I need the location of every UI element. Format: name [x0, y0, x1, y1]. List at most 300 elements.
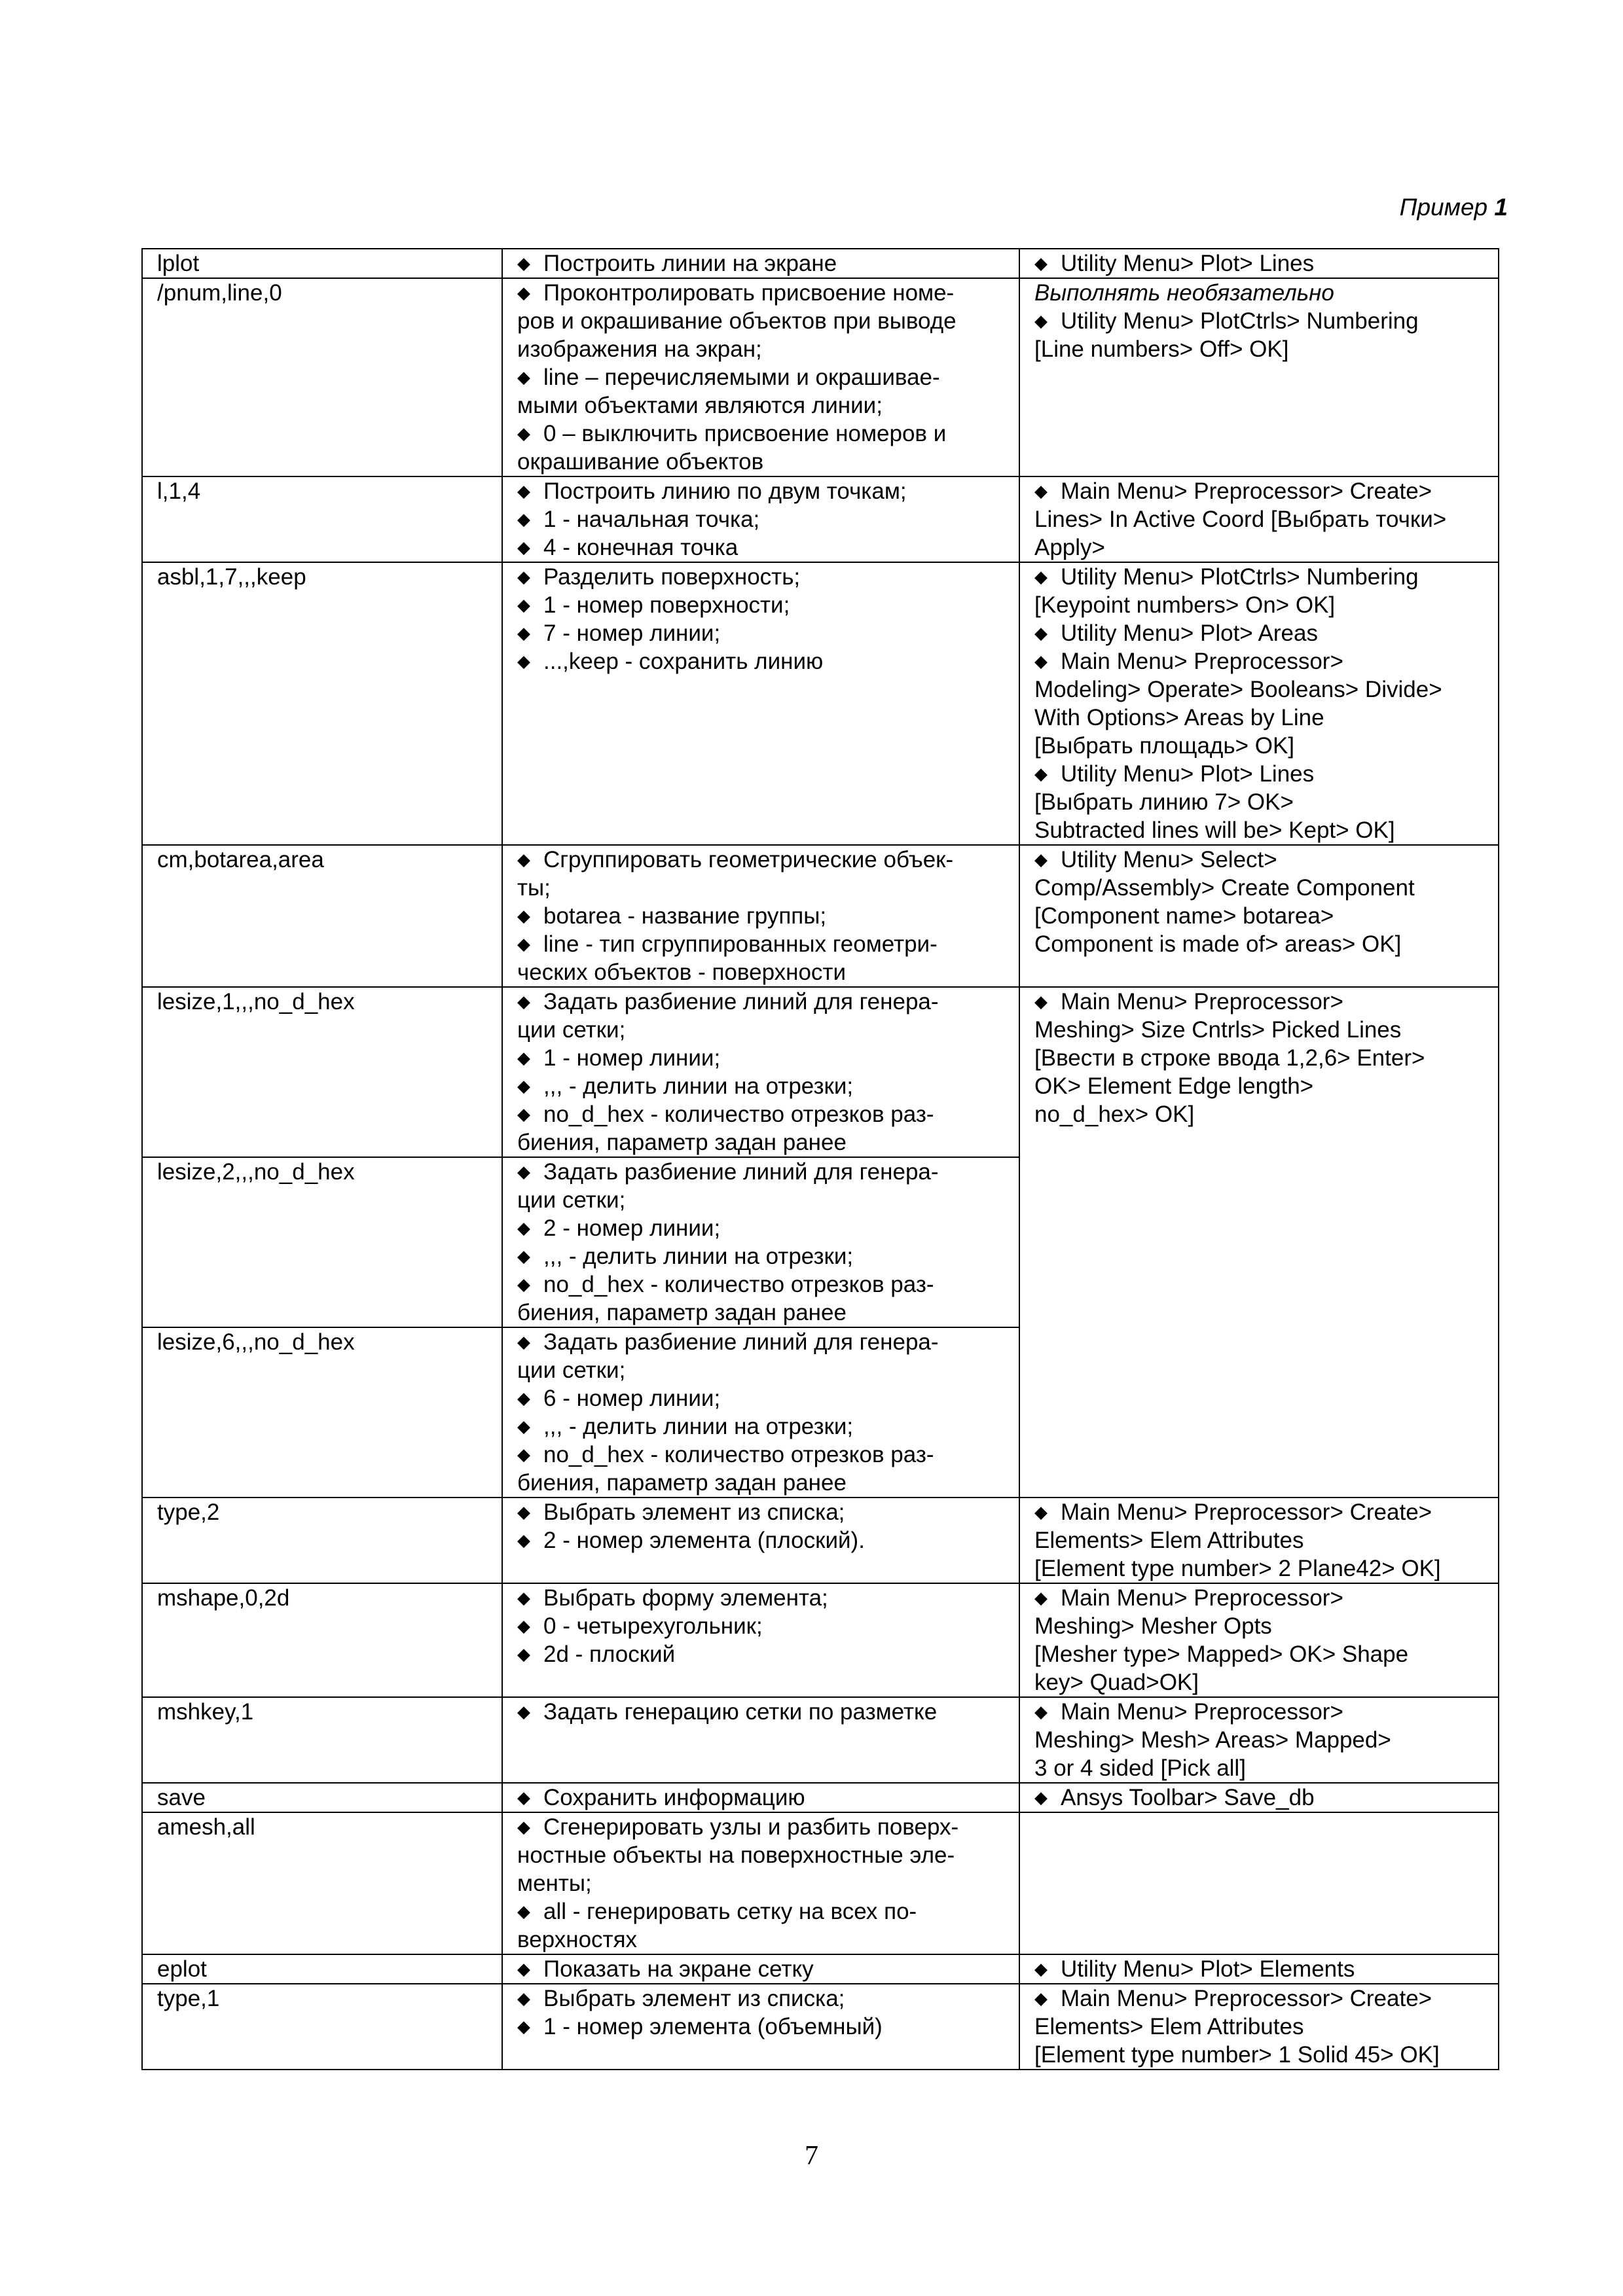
line-text: мыми объектами являются линии;: [517, 393, 883, 418]
bullet-icon: ◆: [1034, 1502, 1048, 1522]
line-text: Построить линию по двум точкам;: [543, 478, 907, 504]
bullet-icon: ◆: [517, 2017, 530, 2036]
text-line: [1034, 335, 1490, 363]
bullet-icon: ◆: [1034, 1787, 1048, 1807]
bullet-icon: ◆: [517, 1332, 530, 1352]
line-text: Задать разбиение линий для генера-: [543, 1329, 939, 1355]
line-text: 2 - номер элемента (плоский).: [543, 1528, 865, 1553]
table-row: [142, 1954, 1499, 1984]
line-text: Main Menu> Preprocessor> Create>: [1061, 478, 1432, 504]
command-text: l,1,4: [157, 478, 201, 504]
line-text: [Keypoint numbers> On> OK]: [1034, 592, 1336, 618]
bullet-icon: ◆: [517, 1959, 530, 1979]
command-text: mshkey,1: [157, 1699, 254, 1725]
gui-path-cell: [1019, 1498, 1499, 1583]
text-line: [517, 1299, 1011, 1327]
line-text: ,,, - делить линии на отрезки;: [543, 1073, 854, 1099]
text-line: [517, 1100, 1011, 1128]
bullet-icon: ◆: [517, 283, 530, 302]
bullet-icon: ◆: [1034, 311, 1048, 331]
text-line: [517, 874, 1011, 902]
text-line: [1034, 533, 1490, 562]
text-line: [517, 1526, 1011, 1554]
text-line: [1034, 846, 1490, 874]
command-cell: [142, 1327, 502, 1498]
line-text: no_d_hex - количество отрезков раз-: [543, 1102, 934, 1127]
line-text: окрашивание объектов: [517, 449, 764, 475]
line-text: Lines> In Active Coord [Выбрать точки>: [1034, 507, 1447, 532]
bullet-icon: ◆: [517, 595, 530, 615]
line-text: 1 - номер поверхности;: [543, 592, 790, 618]
text-line: [1034, 477, 1490, 505]
text-line: [517, 1384, 1011, 1412]
line-text: [Line numbers> Off> OK]: [1034, 336, 1289, 362]
line-text: Задать генерацию сетки по разметке: [543, 1699, 938, 1725]
command-cell: [142, 1783, 502, 1812]
line-text: no_d_hex> OK]: [1034, 1102, 1195, 1127]
line-text: ции сетки;: [517, 1187, 626, 1213]
line-text: Выбрать элемент из списка;: [543, 1986, 845, 2011]
page-number: 7: [805, 2141, 818, 2171]
line-text: line – перечисляемыми и окрашивае-: [543, 365, 940, 390]
line-text: 1 - номер элемента (объемный): [543, 2014, 883, 2039]
bullet-icon: ◆: [517, 1988, 530, 2008]
line-text: ческих объектов - поверхности: [517, 960, 847, 985]
text-line: [517, 1955, 1011, 1983]
text-line: [517, 363, 1011, 391]
bullet-icon: ◆: [517, 651, 530, 671]
text-line: [1034, 1612, 1490, 1640]
gui-path-cell: [1019, 1783, 1499, 1812]
line-text: OK> Element Edge length>: [1034, 1073, 1314, 1099]
line-text: 0 – выключить присвоение номеров и: [543, 421, 947, 446]
text-line: [1034, 816, 1490, 844]
line-text: 2d - плоский: [543, 1641, 676, 1667]
text-line: [517, 1813, 1011, 1841]
text-line: [1034, 675, 1490, 704]
bullet-icon: ◆: [517, 1901, 530, 1921]
text-line: [517, 1926, 1011, 1954]
text-line: [517, 1612, 1011, 1640]
line-text: 7 - номер линии;: [543, 620, 721, 646]
line-text: Построить линии на экране: [543, 251, 837, 276]
line-text: Utility Menu> Select>: [1061, 847, 1277, 872]
text-line: [1034, 1698, 1490, 1726]
line-text: 3 or 4 sided [Pick all]: [1034, 1755, 1246, 1781]
text-line: [1034, 1072, 1490, 1100]
line-text: no_d_hex - количество отрезков раз-: [543, 1442, 934, 1467]
text-line: [1034, 930, 1490, 958]
description-cell: [502, 1783, 1019, 1812]
bullet-icon: ◆: [1034, 567, 1048, 586]
line-text: 4 - конечная точка: [543, 535, 739, 560]
text-line: [1034, 874, 1490, 902]
command-text: type,2: [157, 1499, 220, 1525]
line-text: Выбрать форму элемента;: [543, 1585, 828, 1611]
line-text: Выбрать элемент из списка;: [543, 1499, 845, 1525]
text-line: [517, 1584, 1011, 1612]
bullet-icon: ◆: [517, 567, 530, 586]
text-line: [517, 591, 1011, 619]
line-text: Сгруппировать геометрические объек-: [543, 847, 954, 872]
line-text: Meshing> Size Cntrls> Picked Lines: [1034, 1017, 1402, 1043]
text-line: [517, 391, 1011, 420]
bullet-icon: ◆: [1034, 651, 1048, 671]
description-cell: [502, 562, 1019, 845]
bullet-icon: ◆: [1034, 481, 1048, 501]
command-cell: [142, 1157, 502, 1327]
text-line: [1034, 732, 1490, 760]
line-text: Ansys Toolbar> Save_db: [1061, 1785, 1315, 1810]
text-line: [1034, 505, 1490, 533]
bullet-icon: ◆: [1034, 1588, 1048, 1607]
line-text: Apply>: [1034, 535, 1105, 560]
text-line: [1034, 647, 1490, 675]
line-text: ции сетки;: [517, 1017, 626, 1043]
text-line: [517, 1044, 1011, 1072]
text-line: [1034, 1584, 1490, 1612]
line-text: Задать разбиение линий для генера-: [543, 1159, 939, 1185]
gui-path-cell: [1019, 278, 1499, 476]
example-label: [1400, 194, 1508, 221]
text-line: [517, 1016, 1011, 1044]
line-text: ностные объекты на поверхностные эле-: [517, 1842, 955, 1868]
line-text: no_d_hex - количество отрезков раз-: [543, 1272, 934, 1297]
gui-path-cell: [1019, 249, 1499, 278]
line-text: Comp/Assembly> Create Component: [1034, 875, 1415, 901]
description-cell: [502, 1157, 1019, 1327]
bullet-icon: ◆: [517, 1048, 530, 1067]
line-text: Main Menu> Preprocessor> Create>: [1061, 1986, 1432, 2011]
command-cell: [142, 1984, 502, 2070]
text-line: [1034, 760, 1490, 788]
line-text: Utility Menu> Plot> Lines: [1061, 761, 1315, 787]
line-text: line - тип сгруппированных геометри-: [543, 931, 938, 957]
command-text: lesize,6,,,no_d_hex: [157, 1329, 355, 1355]
text-line: [517, 930, 1011, 958]
bullet-icon: ◆: [517, 481, 530, 501]
line-text: 1 - номер линии;: [543, 1045, 721, 1071]
description-cell: [502, 1697, 1019, 1783]
text-line: [1034, 591, 1490, 619]
command-text: cm,botarea,area: [157, 847, 324, 872]
text-line: [517, 533, 1011, 562]
line-text: Utility Menu> Plot> Lines: [1061, 251, 1315, 276]
bullet-icon: ◆: [517, 1388, 530, 1408]
gui-path-cell: [1019, 476, 1499, 562]
table-row: [142, 1697, 1499, 1783]
table-row: [142, 1498, 1499, 1583]
gui-path-cell: [1019, 562, 1499, 845]
description-cell: [502, 249, 1019, 278]
bullet-icon: ◆: [517, 850, 530, 869]
line-text: 2 - номер линии;: [543, 1215, 721, 1241]
command-cell: [142, 562, 502, 845]
description-cell: [502, 278, 1019, 476]
text-line: [517, 846, 1011, 874]
text-line: [517, 902, 1011, 930]
bullet-icon: ◆: [517, 1104, 530, 1124]
table-row: [142, 1783, 1499, 1812]
text-line: [517, 448, 1011, 476]
text-line: [1034, 2041, 1490, 2069]
command-cell: [142, 1812, 502, 1954]
line-text: биения, параметр задан ранее: [517, 1300, 847, 1325]
text-line: [1034, 1526, 1490, 1554]
table-row: [142, 562, 1499, 845]
table-row: [142, 1984, 1499, 2070]
line-text: биения, параметр задан ранее: [517, 1130, 847, 1155]
line-text: Main Menu> Preprocessor>: [1061, 649, 1343, 674]
text-line: [517, 2013, 1011, 2041]
bullet-icon: ◆: [517, 1817, 530, 1837]
command-text: mshape,0,2d: [157, 1585, 290, 1611]
text-line: [517, 477, 1011, 505]
command-text: amesh,all: [157, 1814, 255, 1840]
command-cell: [142, 1954, 502, 1984]
line-text: ,,, - делить линии на отрезки;: [543, 1244, 854, 1269]
command-text: lesize,2,,,no_d_hex: [157, 1159, 355, 1185]
text-line: [517, 1186, 1011, 1214]
line-text: 1 - начальная точка;: [543, 507, 760, 532]
bullet-icon: ◆: [517, 1274, 530, 1294]
line-text: [Element type number> 1 Solid 45> OK]: [1034, 2042, 1440, 2068]
bullet-icon: ◆: [517, 1162, 530, 1181]
text-line: [1034, 1016, 1490, 1044]
text-line: [1034, 988, 1490, 1016]
table-row: [142, 845, 1499, 987]
text-line: [517, 1869, 1011, 1897]
table-row: [142, 278, 1499, 476]
bullet-icon: ◆: [517, 1416, 530, 1436]
text-line: [1034, 2013, 1490, 2041]
command-cell: [142, 1583, 502, 1697]
line-text: изображения на экран;: [517, 336, 762, 362]
text-line: [1034, 1955, 1490, 1983]
line-text: Сгенерировать узлы и разбить поверх-: [543, 1814, 959, 1840]
text-line: [517, 1356, 1011, 1384]
text-line: [517, 647, 1011, 675]
example-label-text: Пример: [1399, 194, 1488, 221]
line-text: ров и окрашивание объектов при выводе: [517, 308, 957, 334]
line-text: Задать разбиение линий для генера-: [543, 989, 939, 1014]
gui-path-cell: [1019, 1583, 1499, 1697]
table-row: [142, 1812, 1499, 1954]
text-line: [517, 249, 1011, 278]
line-text: ...,keep - сохранить линию: [543, 649, 824, 674]
description-cell: [502, 1583, 1019, 1697]
command-text: eplot: [157, 1956, 207, 1982]
text-line: [1034, 902, 1490, 930]
text-line: [517, 1328, 1011, 1356]
bullet-icon: ◆: [1034, 850, 1048, 869]
command-text: asbl,1,7,,,keep: [157, 564, 306, 590]
table-row: [142, 987, 1499, 1157]
text-line: [517, 1640, 1011, 1668]
line-text: With Options> Areas by Line: [1034, 705, 1324, 730]
text-line: [517, 1784, 1011, 1812]
description-cell: [502, 1954, 1019, 1984]
line-text: [Ввести в строке ввода 1,2,6> Enter>: [1034, 1045, 1425, 1071]
text-line: [517, 1128, 1011, 1157]
bullet-icon: ◆: [517, 1076, 530, 1096]
text-line: [517, 1214, 1011, 1242]
line-text: Сохранить информацию: [543, 1785, 805, 1810]
description-cell: [502, 476, 1019, 562]
commands-table-body: [142, 249, 1499, 2070]
gui-path-cell: [1019, 1812, 1499, 1954]
line-text: Utility Menu> PlotCtrls> Numbering: [1061, 564, 1419, 590]
line-text: менты;: [517, 1871, 592, 1896]
text-line: [517, 1897, 1011, 1926]
bullet-icon: ◆: [517, 1218, 530, 1238]
bullet-icon: ◆: [517, 992, 530, 1011]
text-line: [517, 1498, 1011, 1526]
text-line: [517, 1242, 1011, 1270]
line-text: Показать на экране сетку: [543, 1956, 814, 1982]
bullet-icon: ◆: [517, 1246, 530, 1266]
description-cell: [502, 1498, 1019, 1583]
text-line: [1034, 1668, 1490, 1696]
line-text: Разделить поверхность;: [543, 564, 801, 590]
line-text: Meshing> Mesher Opts: [1034, 1613, 1272, 1639]
line-text: ,,, - делить линии на отрезки;: [543, 1414, 854, 1439]
text-line: [1034, 1044, 1490, 1072]
table-row: [142, 476, 1499, 562]
bullet-icon: ◆: [517, 509, 530, 529]
text-line: [517, 505, 1011, 533]
text-line: [517, 1698, 1011, 1726]
line-text: Main Menu> Preprocessor>: [1061, 1585, 1343, 1611]
bullet-icon: ◆: [1034, 623, 1048, 643]
line-text: ции сетки;: [517, 1357, 626, 1383]
line-text: ты;: [517, 875, 551, 901]
gui-path-cell: [1019, 987, 1499, 1498]
text-line: [517, 335, 1011, 363]
line-text: Modeling> Operate> Booleans> Divide>: [1034, 677, 1442, 702]
text-line: [1034, 788, 1490, 816]
bullet-icon: ◆: [517, 367, 530, 387]
line-text: Utility Menu> Plot> Areas: [1061, 620, 1318, 646]
text-line: [1034, 563, 1490, 591]
line-text: 6 - номер линии;: [543, 1386, 721, 1411]
text-line: [1034, 1984, 1490, 2013]
command-text: type,1: [157, 1986, 220, 2011]
text-line: [517, 1072, 1011, 1100]
bullet-icon: ◆: [1034, 992, 1048, 1011]
text-line: [1034, 279, 1490, 307]
line-text: 0 - четырехугольник;: [543, 1613, 763, 1639]
command-cell: [142, 1498, 502, 1583]
bullet-icon: ◆: [517, 1644, 530, 1664]
text-line: [1034, 307, 1490, 335]
text-line: [517, 619, 1011, 647]
line-text: биения, параметр задан ранее: [517, 1470, 847, 1496]
command-text: lesize,1,,,no_d_hex: [157, 989, 355, 1014]
line-text: botarea - название группы;: [543, 903, 827, 929]
line-text: Main Menu> Preprocessor>: [1061, 989, 1343, 1014]
text-line: [1034, 1754, 1490, 1782]
bullet-icon: ◆: [517, 623, 530, 643]
command-cell: [142, 476, 502, 562]
bullet-icon: ◆: [1034, 1959, 1048, 1979]
bullet-icon: ◆: [517, 1530, 530, 1550]
line-text: Main Menu> Preprocessor> Create>: [1061, 1499, 1432, 1525]
command-cell: [142, 987, 502, 1157]
text-line: [517, 958, 1011, 986]
bullet-icon: ◆: [1034, 1702, 1048, 1721]
line-text: [Component name> botarea>: [1034, 903, 1334, 929]
line-text: Utility Menu> Plot> Elements: [1061, 1956, 1355, 1982]
text-line: [517, 1270, 1011, 1299]
gui-path-cell: [1019, 1984, 1499, 2070]
bullet-icon: ◆: [517, 1616, 530, 1636]
line-text: Проконтролировать присвоение номе-: [543, 280, 955, 306]
text-line: [1034, 1726, 1490, 1754]
bullet-icon: ◆: [517, 537, 530, 557]
command-text: save: [157, 1785, 206, 1810]
gui-path-cell: [1019, 845, 1499, 987]
description-cell: [502, 987, 1019, 1157]
example-number: 1: [1494, 194, 1508, 221]
text-line: [1034, 1554, 1490, 1583]
bullet-icon: ◆: [517, 1502, 530, 1522]
line-text: [Element type number> 2 Plane42> OK]: [1034, 1556, 1441, 1581]
text-line: [517, 1984, 1011, 2013]
bullet-icon: ◆: [517, 423, 530, 443]
bullet-icon: ◆: [517, 1588, 530, 1607]
line-text: Subtracted lines will be> Kept> OK]: [1034, 817, 1395, 843]
line-text: Main Menu> Preprocessor>: [1061, 1699, 1343, 1725]
text-line: [517, 279, 1011, 307]
bullet-icon: ◆: [517, 1787, 530, 1807]
text-line: [1034, 704, 1490, 732]
bullet-icon: ◆: [517, 253, 530, 273]
command-cell: [142, 278, 502, 476]
bullet-icon: ◆: [517, 1702, 530, 1721]
description-cell: [502, 845, 1019, 987]
line-text: [Mesher type> Mapped> OK> Shape: [1034, 1641, 1409, 1667]
commands-table: [141, 248, 1499, 2070]
text-line: [1034, 249, 1490, 278]
line-text: [Выбрать площадь> OK]: [1034, 733, 1295, 759]
bullet-icon: ◆: [1034, 253, 1048, 273]
line-text: [Выбрать линию 7> OK>: [1034, 789, 1294, 815]
text-line: [517, 420, 1011, 448]
command-text: lplot: [157, 251, 200, 276]
line-text: верхностях: [517, 1927, 638, 1952]
text-line: [517, 1841, 1011, 1869]
description-cell: [502, 1327, 1019, 1498]
line-text: all - генерировать сетку на всех по-: [543, 1899, 917, 1924]
line-text: key> Quad>OK]: [1034, 1670, 1199, 1695]
text-line: [517, 1412, 1011, 1441]
bullet-icon: ◆: [517, 1444, 530, 1464]
command-cell: [142, 249, 502, 278]
text-line: [517, 988, 1011, 1016]
line-text: Utility Menu> PlotCtrls> Numbering: [1061, 308, 1419, 334]
description-cell: [502, 1812, 1019, 1954]
bullet-icon: ◆: [517, 934, 530, 954]
text-line: [517, 1441, 1011, 1469]
command-cell: [142, 845, 502, 987]
text-line: [517, 563, 1011, 591]
text-line: [1034, 1498, 1490, 1526]
bullet-icon: ◆: [1034, 1988, 1048, 2008]
line-text: Meshing> Mesh> Areas> Mapped>: [1034, 1727, 1391, 1753]
table-row: [142, 1583, 1499, 1697]
line-text: Component is made of> areas> OK]: [1034, 931, 1402, 957]
